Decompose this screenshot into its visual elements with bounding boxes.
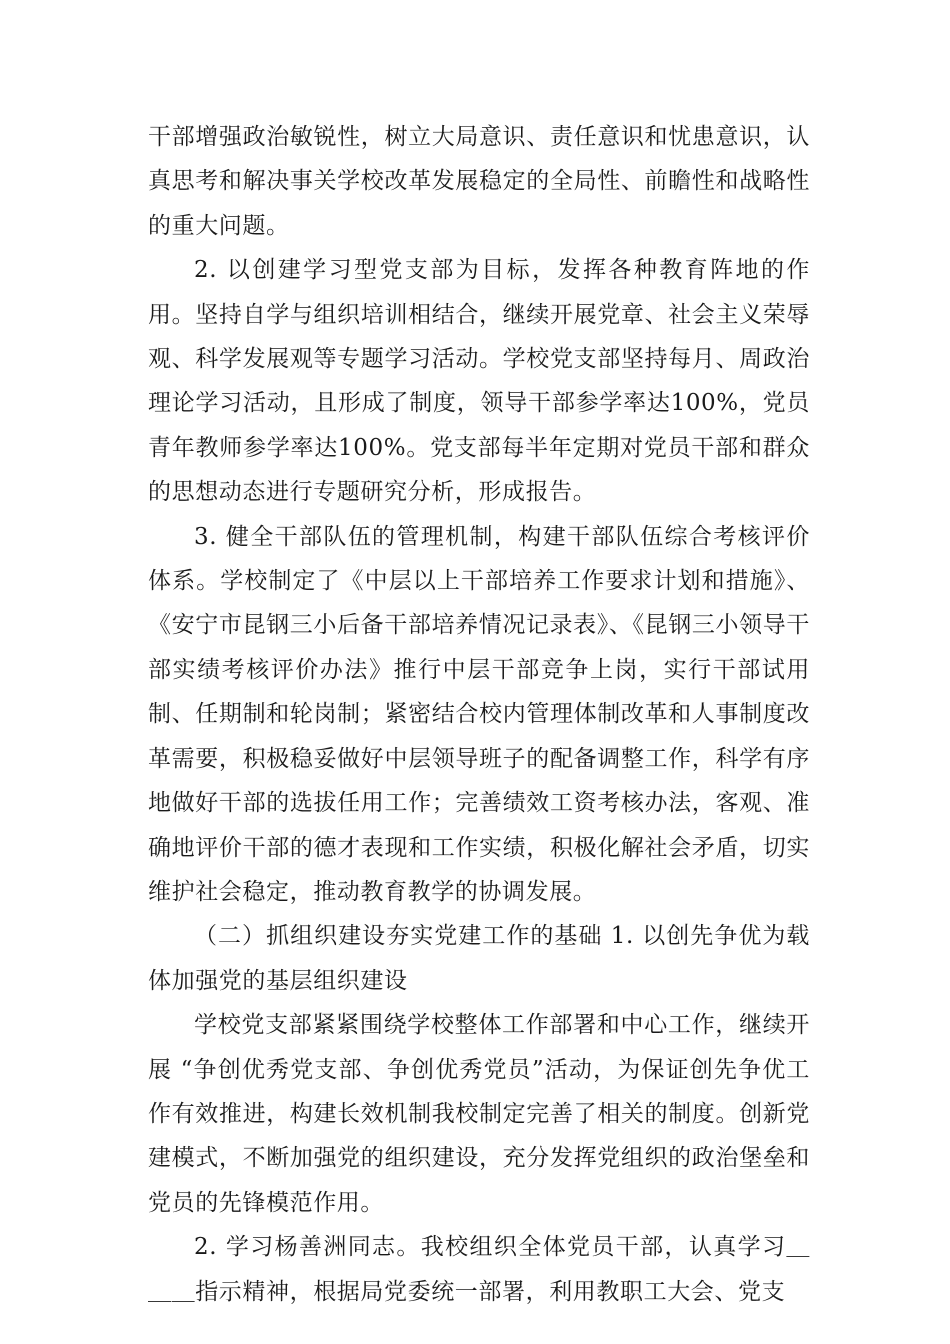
paragraph-5: 学校党支部紧紧围绕学校整体工作部署和中心工作，继续开展 “争创优秀党支部、争创优秀党员”活动，为保证创先争优工作有效推进，构建长效机制我校制定完善了相关的制度。创新党建模式，不断加强党的组织建设，充分发挥党组织的政治堡垒和党员的先锋模范作用。 [148, 1012, 810, 1216]
document-body [148, 115, 810, 1314]
paragraph-2: 2. 以创建学习型党支部为目标，发挥各种教育阵地的作用。坚持自学与组织培训相结合，继续开展党章、社会主义荣辱观、科学发展观等专题学习活动。学校党支部坚持每月、周政治理论学习活动，且形成了制度，领导干部参学率达100%，党员青年教师参学率达100%。党支部每半年定期对党员干部和群众的思想动态进行专题研究分析，形成报告。 [148, 257, 810, 506]
paragraph-3: 3. 健全干部队伍的管理机制，构建干部队伍综合考核评价体系。学校制定了《中层以上干部培养工作要求计划和措施》、《安宁市昆钢三小后备干部培养情况记录表》、《昆钢三小领导干部实绩考核评价办法》推行中层干部竞争上岗，实行干部试用制、任期制和轮岗制；紧密结合校内管理体制改革和人事制度改革需要，积极稳妥做好中层领导班子的配备调整工作，科学有序地做好干部的选拔任用工作；完善绩效工资考核办法，客观、准确地评价干部的德才表现和工作实绩，积极化解社会矛盾，切实维护社会稳定，推动教育教学的协调发展。 [148, 523, 810, 905]
section-heading-2: （二）抓组织建设夯实党建工作的基础 1. 以创先争优为载体加强党的基层组织建设 [148, 923, 810, 994]
paragraph-6: 2. 学习杨善洲同志。我校组织全体党员干部，认真学习＿＿＿指示精神，根据局党委统一部署，利用教职工大会、党支 [148, 1234, 810, 1305]
paragraph-1-continuation: 干部增强政治敏锐性，树立大局意识、责任意识和忧患意识，认真思考和解决事关学校改革发展稳定的全局性、前瞻性和战略性的重大问题。 [148, 124, 810, 239]
